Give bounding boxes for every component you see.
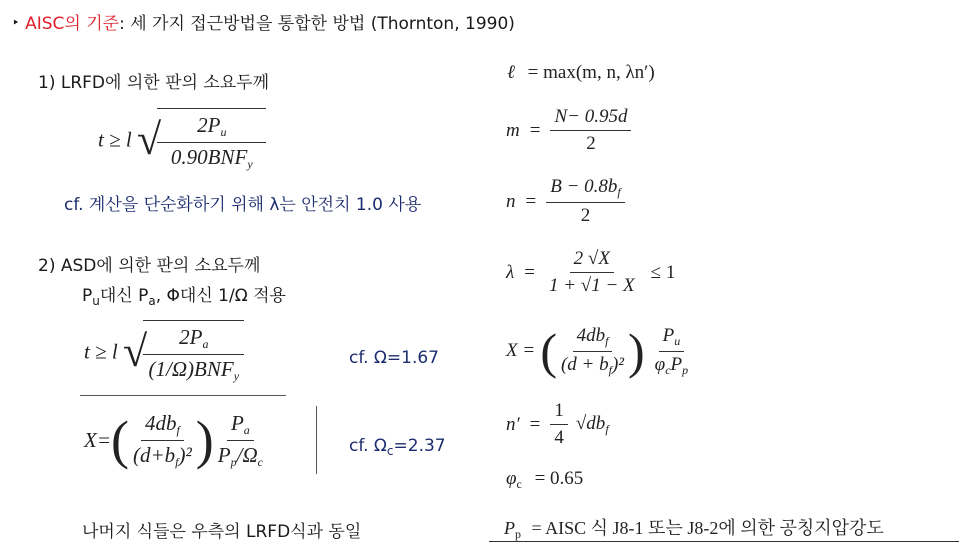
cf-note-omega-c: cf. $\Omega_c=2.37$ <box>349 436 446 458</box>
footer-note: 나머지 식들은 우측의 LRFD식과 동일 <box>82 522 362 542</box>
eq-n: n = $\frac{B - 0.8b_f}{2}$ <box>506 176 625 227</box>
header-title-rest: : 세 가지 접근방법을 통합한 방법 (Thornton, 1990) <box>119 14 515 34</box>
header-title-red: AISC의 기준 <box>25 14 120 34</box>
lrfd-heading: 1) LRFD에 의한 판의 소요두께 <box>38 73 270 93</box>
lrfd-lhs: t ≥ l <box>98 127 132 152</box>
eq-nprime: n′ = $\frac{1}{4}$ $√db_f$ <box>506 400 609 448</box>
eq-lambda: λ = $\frac{2 √X}{1 + √1 - X}$ ≤ 1 <box>506 248 676 296</box>
eq-m: m = $\frac{N- 0.95d}{2}$ <box>506 106 631 155</box>
eq-l: ℓ = max(m, n, λn′) <box>507 62 655 83</box>
eq-pp: $P_p$ = AISC 식 J8-1 또는 J8-2에 의한 공칭지압강도 <box>504 518 884 541</box>
eq-phi-c: $\varphi_c = 0.65$ <box>506 468 584 491</box>
lrfd-formula: t ≥ l √ $\frac{2P_u}{0.90BNF_y}$ <box>98 108 266 172</box>
cf-note-lambda: cf. 계산을 단순화하기 위해 λ는 안전치 1.0 사용 <box>64 195 422 215</box>
asd-substitution-note: $P_u$대신 $P_a$, Φ대신 1/Ω 적용 <box>82 286 286 308</box>
cf-note-omega: cf. Ω=1.67 <box>349 348 439 368</box>
asd-formula: t ≥ l √ $\frac{2P_a}{(1/\Omega)BNF_y}$ <box>84 320 244 384</box>
eq-x: X = ( $\frac{4db_f}{(d + b_f)^2}$ ) $\frac{P_u}{\varphi_cP_p}$ <box>506 323 689 379</box>
section-header <box>12 9 515 34</box>
x-formula-rule <box>316 406 317 474</box>
asd-x-formula: X= ( $\frac{4db_f}{(d+b_f)^2}$ ) $\frac{P_a}{P_p/\Omega_c}$ <box>84 410 263 470</box>
bullet-icon: ‣ <box>12 16 20 31</box>
asd-heading: 2) ASD에 의한 판의 소요두께 <box>38 256 261 276</box>
